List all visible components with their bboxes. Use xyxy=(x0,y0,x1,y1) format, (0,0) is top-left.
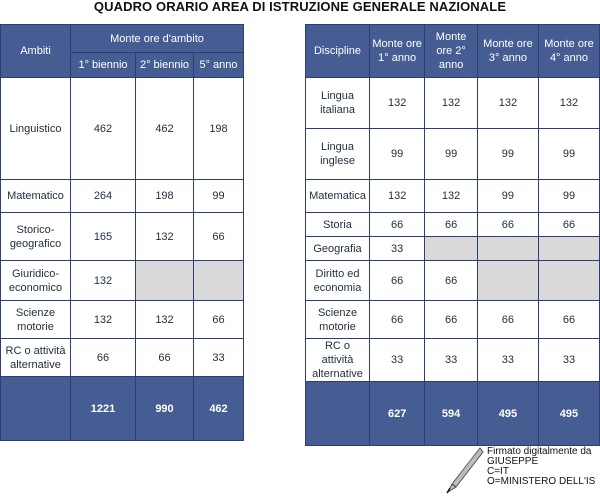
value-cell: 132 xyxy=(71,261,136,301)
ambito-cell: Scienze motorie xyxy=(1,301,71,339)
value-cell: 132 xyxy=(370,180,425,213)
value-cell: 66 xyxy=(425,261,478,301)
total-cell: 627 xyxy=(370,382,425,446)
disciplina-cell: Matematica xyxy=(306,180,370,213)
value-cell: 66 xyxy=(425,213,478,237)
table-row xyxy=(1,261,244,301)
value-cell: 264 xyxy=(71,180,136,213)
value-cell: 132 xyxy=(425,78,478,129)
value-cell: 198 xyxy=(136,180,194,213)
disciplina-cell: Geografia xyxy=(306,237,370,261)
value-cell: 66 xyxy=(194,301,244,339)
table-row xyxy=(306,180,600,213)
ambiti-header: Ambiti xyxy=(1,25,71,78)
value-cell: 99 xyxy=(425,129,478,180)
totals-label-cell xyxy=(1,377,71,441)
value-cell: 66 xyxy=(370,261,425,301)
empty-cell xyxy=(538,237,599,261)
value-cell: 66 xyxy=(538,301,599,339)
signature-line: GIUSEPPE xyxy=(487,456,539,467)
value-cell: 99 xyxy=(538,180,599,213)
table-row xyxy=(306,213,600,237)
total-cell: 1221 xyxy=(71,377,136,441)
pen-nib-icon xyxy=(440,446,484,501)
table-row xyxy=(306,339,600,382)
value-cell: 99 xyxy=(538,129,599,180)
document-title: QUADRO ORARIO AREA DI ISTRUZIONE GENERALE NAZIONALE xyxy=(93,0,507,14)
value-cell: 132 xyxy=(71,301,136,339)
table-row xyxy=(1,78,244,180)
value-cell: 99 xyxy=(370,129,425,180)
value-cell: 462 xyxy=(136,78,194,180)
value-cell: 33 xyxy=(370,339,425,382)
value-cell: 99 xyxy=(477,129,538,180)
anno-1-header: Monte ore 1° anno xyxy=(370,25,425,78)
ambito-cell: Linguistico xyxy=(1,78,71,180)
value-cell: 66 xyxy=(71,339,136,377)
signature-line: O=MINISTERO DELL'IS xyxy=(487,476,596,487)
disciplina-cell: Storia xyxy=(306,213,370,237)
signature-text xyxy=(487,447,595,487)
value-cell: 66 xyxy=(477,301,538,339)
value-cell: 132 xyxy=(538,78,599,129)
value-cell: 99 xyxy=(477,180,538,213)
value-cell: 66 xyxy=(194,213,244,261)
total-cell: 495 xyxy=(538,382,599,446)
table-row xyxy=(1,213,244,261)
totals-row xyxy=(306,382,600,446)
table-row xyxy=(306,261,600,301)
value-cell: 33 xyxy=(538,339,599,382)
quinto-anno-header: 5° anno xyxy=(194,53,244,78)
table-row xyxy=(306,237,600,261)
disciplina-cell: Lingua italiana xyxy=(306,78,370,129)
value-cell: 132 xyxy=(370,78,425,129)
anno-4-header: Monte ore 4° anno xyxy=(538,25,599,78)
disciplina-cell: RC o attività alternative xyxy=(306,339,370,382)
total-cell: 462 xyxy=(194,377,244,441)
value-cell: 33 xyxy=(370,237,425,261)
value-cell: 132 xyxy=(136,301,194,339)
total-cell: 990 xyxy=(136,377,194,441)
table-row xyxy=(306,129,600,180)
signature-line: C=IT xyxy=(487,466,509,477)
value-cell: 66 xyxy=(477,213,538,237)
empty-cell xyxy=(136,261,194,301)
table-row xyxy=(1,301,244,339)
total-cell: 594 xyxy=(425,382,478,446)
value-cell: 132 xyxy=(477,78,538,129)
value-cell: 66 xyxy=(425,301,478,339)
total-cell: 495 xyxy=(477,382,538,446)
value-cell: 99 xyxy=(194,180,244,213)
signature-line: Firmato digitalmente da xyxy=(487,446,592,457)
table-row xyxy=(306,301,600,339)
ambito-cell: RC o attività alternative xyxy=(1,339,71,377)
biennio-1-header: 1° biennio xyxy=(71,53,136,78)
disciplina-cell: Scienze motorie xyxy=(306,301,370,339)
value-cell: 33 xyxy=(194,339,244,377)
discipline-header: Discipline xyxy=(306,25,370,78)
value-cell: 66 xyxy=(136,339,194,377)
value-cell: 33 xyxy=(477,339,538,382)
value-cell: 132 xyxy=(425,180,478,213)
table-row xyxy=(1,180,244,213)
ambito-cell: Matematico xyxy=(1,180,71,213)
value-cell: 198 xyxy=(194,78,244,180)
anno-2-header: Monte ore 2° anno xyxy=(425,25,478,78)
value-cell: 66 xyxy=(538,213,599,237)
empty-cell xyxy=(477,237,538,261)
anno-3-header: Monte ore 3° anno xyxy=(477,25,538,78)
totals-row xyxy=(1,377,244,441)
ambito-cell: Storico-geografico xyxy=(1,213,71,261)
table-row xyxy=(1,339,244,377)
ambiti-table xyxy=(0,24,244,441)
value-cell: 132 xyxy=(136,213,194,261)
empty-cell xyxy=(194,261,244,301)
value-cell: 66 xyxy=(370,213,425,237)
digital-signature xyxy=(440,444,600,500)
discipline-table xyxy=(305,24,600,446)
table-row xyxy=(306,78,600,129)
value-cell: 33 xyxy=(425,339,478,382)
disciplina-cell: Diritto ed economia xyxy=(306,261,370,301)
monte-ore-ambito-header: Monte ore d'ambito xyxy=(71,25,244,53)
disciplina-cell: Lingua inglese xyxy=(306,129,370,180)
value-cell: 66 xyxy=(370,301,425,339)
empty-cell xyxy=(538,261,599,301)
ambito-cell: Giuridico-economico xyxy=(1,261,71,301)
value-cell: 165 xyxy=(71,213,136,261)
totals-label-cell xyxy=(306,382,370,446)
biennio-2-header: 2° biennio xyxy=(136,53,194,78)
empty-cell xyxy=(477,261,538,301)
value-cell: 462 xyxy=(71,78,136,180)
empty-cell xyxy=(425,237,478,261)
